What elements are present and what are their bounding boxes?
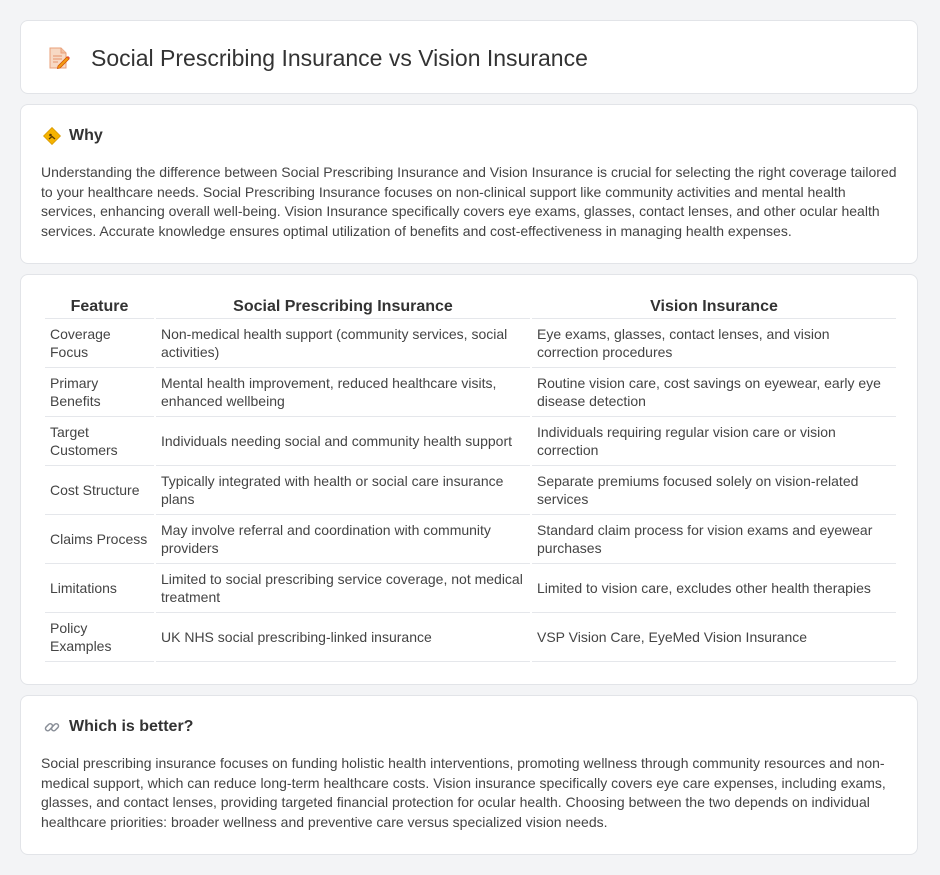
- why-section: [20, 104, 918, 264]
- page-title: Social Prescribing Insurance vs Vision Insurance: [91, 45, 588, 71]
- vision-cell: VSP Vision Care, EyeMed Vision Insurance: [532, 613, 896, 662]
- which-is-better-section: [20, 695, 918, 855]
- feature-cell: Primary Benefits: [45, 368, 154, 417]
- social-cell: Non-medical health support (community services, social activities): [156, 319, 530, 368]
- feature-cell: Claims Process: [45, 515, 154, 564]
- vision-cell: Limited to vision care, excludes other health therapies: [532, 564, 896, 613]
- social-cell: Mental health improvement, reduced healthcare visits, enhanced wellbeing: [156, 368, 530, 417]
- feature-cell: Coverage Focus: [45, 319, 154, 368]
- header-social-prescribing: Social Prescribing Insurance: [156, 296, 530, 319]
- feature-cell: Target Customers: [45, 417, 154, 466]
- better-heading: [43, 716, 193, 738]
- link-icon: [43, 718, 61, 736]
- table-row: [45, 319, 896, 368]
- feature-cell: Cost Structure: [45, 466, 154, 515]
- better-text: Social prescribing insurance focuses on funding holistic health interventions, promoting wellness through community resources and non-medical support, which can reduce long-term healthcare costs. Vision insurance specifically covers eye care expenses, including exams, glasses, and contact lenses, providing targeted financial protection for ocular health. Choosing between the two depends on individual healthcare priorities: broader wellness and preventive care versus specialized vision needs.: [41, 755, 886, 830]
- header-feature: Feature: [45, 296, 154, 319]
- vision-cell: Individuals requiring regular vision care or vision correction: [532, 417, 896, 466]
- diamond-sign-icon: [43, 127, 61, 145]
- why-title: Why: [69, 127, 103, 144]
- table-row: [45, 613, 896, 662]
- table-row: [45, 368, 896, 417]
- comparison-table: [43, 296, 898, 662]
- comparison-table-card: [20, 274, 918, 685]
- why-text: Understanding the difference between Social Prescribing Insurance and Vision Insurance is crucial for selecting the right coverage tailored to your healthcare needs. Social Prescribing Insurance focuses on non-clinical support like community activities and mental health services, enhancing overall well-being. Vision Insurance specifically covers eye exams, glasses, contact lenses, and other ocular health services. Accurate knowledge ensures optimal utilization of benefits and cost-effectiveness in managing health expenses.: [41, 164, 897, 239]
- feature-cell: Policy Examples: [45, 613, 154, 662]
- table-row: [45, 417, 896, 466]
- why-heading: [43, 125, 103, 147]
- social-cell: Typically integrated with health or social care insurance plans: [156, 466, 530, 515]
- vision-cell: Eye exams, glasses, contact lenses, and vision correction procedures: [532, 319, 896, 368]
- better-title: Which is better?: [69, 718, 194, 735]
- feature-cell: Limitations: [45, 564, 154, 613]
- table-row: [45, 564, 896, 613]
- vision-cell: Separate premiums focused solely on vision-related services: [532, 466, 896, 515]
- vision-cell: Routine vision care, cost savings on eyewear, early eye disease detection: [532, 368, 896, 417]
- header-vision: Vision Insurance: [532, 296, 896, 319]
- social-cell: Individuals needing social and community health support: [156, 417, 530, 466]
- table-row: [45, 515, 896, 564]
- header-card: [20, 20, 918, 94]
- table-header-row: [45, 296, 896, 319]
- social-cell: Limited to social prescribing service coverage, not medical treatment: [156, 564, 530, 613]
- document-pencil-icon: [47, 45, 71, 71]
- table-row: [45, 466, 896, 515]
- vision-cell: Standard claim process for vision exams and eyewear purchases: [532, 515, 896, 564]
- title-row: [47, 43, 588, 73]
- social-cell: May involve referral and coordination with community providers: [156, 515, 530, 564]
- social-cell: UK NHS social prescribing-linked insurance: [156, 613, 530, 662]
